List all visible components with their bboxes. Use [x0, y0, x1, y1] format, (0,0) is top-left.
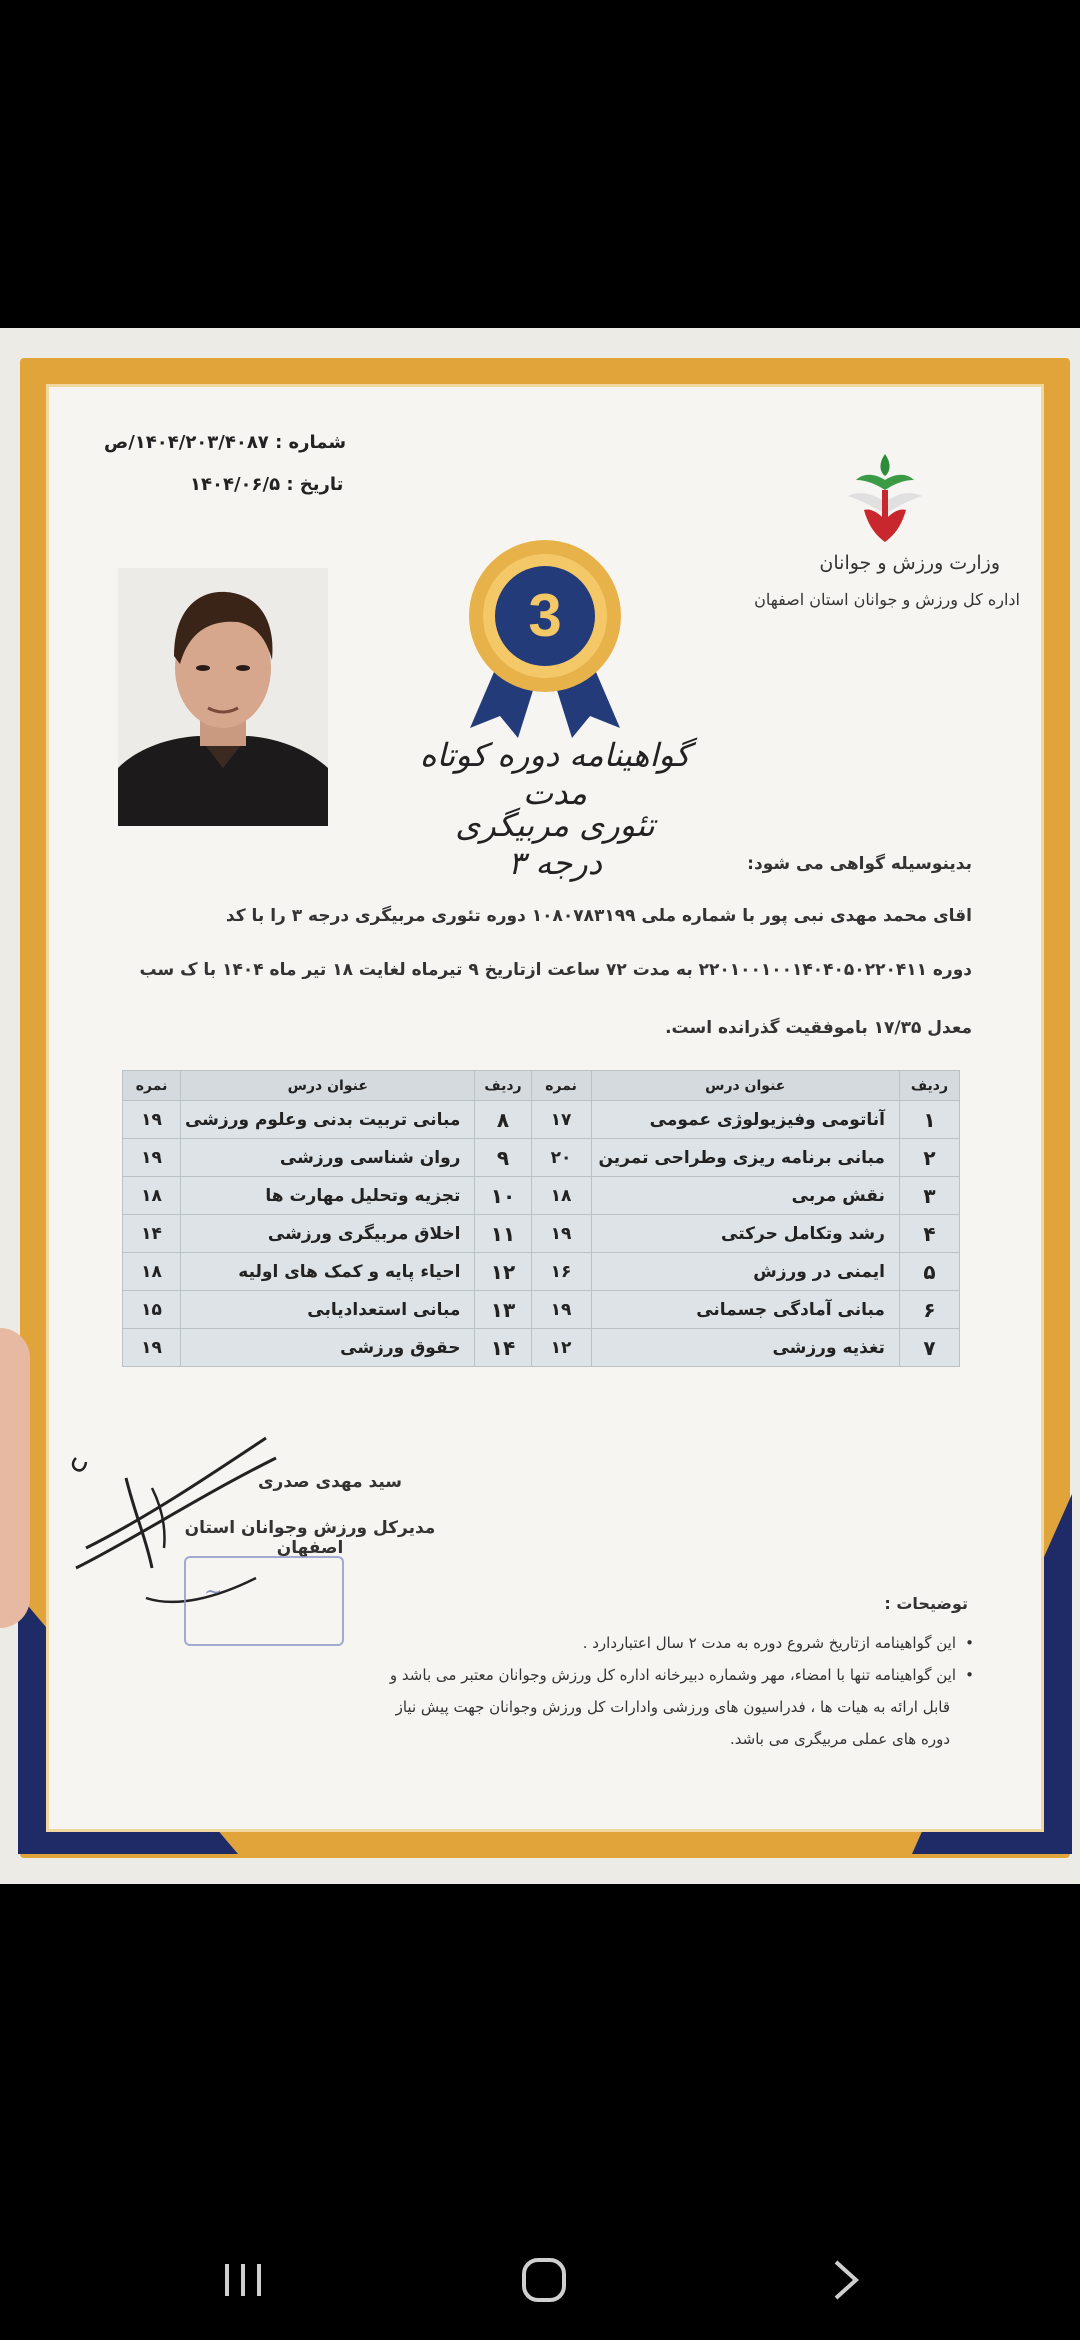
course-grade: ۲۰ — [531, 1139, 591, 1177]
back-button[interactable] — [786, 2220, 906, 2340]
row-number: ۹ — [475, 1139, 531, 1177]
course-name: رشد وتکامل حرکتی — [591, 1215, 899, 1253]
course-grade: ۱۲ — [531, 1329, 591, 1367]
course-grade: ۱۷ — [531, 1101, 591, 1139]
header-course: عنوان درس — [591, 1071, 899, 1101]
table-row — [123, 1329, 960, 1367]
row-number: ۱۲ — [475, 1253, 531, 1291]
header-course: عنوان درس — [181, 1071, 475, 1101]
header-grade: نمره — [531, 1071, 591, 1101]
course-name: نقش مربی — [591, 1177, 899, 1215]
signer-title: مدیرکل ورزش وجوانان استان اصفهان — [184, 1518, 436, 1558]
course-name: مبانی تربیت بدنی وعلوم ورزشی — [181, 1101, 475, 1139]
table-header-row — [123, 1071, 960, 1101]
course-grade: ۱۴ — [123, 1215, 181, 1253]
notes-title: توضیحات : — [884, 1594, 968, 1613]
row-number: ۱۰ — [475, 1177, 531, 1215]
table-row — [123, 1291, 960, 1329]
body-line-1: اقای محمد مهدی نبی پور با شماره ملی ۱۰۸۰۷۸۳۱۹۹ دوره تئوری مربیگری درجه ۳ را با کد — [225, 906, 972, 926]
course-grade: ۱۹ — [531, 1291, 591, 1329]
row-number: ۱ — [899, 1101, 959, 1139]
official-stamp: ~ — [184, 1556, 344, 1646]
course-grade: ۱۹ — [531, 1215, 591, 1253]
medal-icon — [460, 538, 630, 748]
course-name: احیاء پایه و کمک های اولیه — [181, 1253, 475, 1291]
certificate-subtitle: تئوری مربیگری درجه ۳ — [455, 806, 655, 882]
department-name: اداره کل ورزش و جوانان استان اصفهان — [754, 590, 1020, 609]
note-requirements-end: دوره های عملی مربیگری می باشد. — [730, 1730, 950, 1748]
signer-name: سید مهدی صدری — [257, 1472, 403, 1492]
row-number: ۷ — [899, 1329, 959, 1367]
header-grade: نمره — [123, 1071, 181, 1101]
course-grade: ۱۵ — [123, 1291, 181, 1329]
body-line-2: دوره ۲۲۰۱۰۰۱۰۰۱۴۰۴۰۵۰۲۲۰۴۱۱ به مدت ۷۲ ساعت ازتاریخ ۹ تیرماه لغایت ۱۸ تیر ماه ۱۴۰۴ با ک سب — [139, 960, 972, 980]
header-row: ردیف — [899, 1071, 959, 1101]
course-name: ایمنی در ورزش — [591, 1253, 899, 1291]
course-grade: ۱۶ — [531, 1253, 591, 1291]
course-name: آناتومی وفیزیولوژی عمومی — [591, 1101, 899, 1139]
certificate-document — [0, 328, 1080, 1884]
row-number: ۶ — [899, 1291, 959, 1329]
note-validity: • این گواهینامه ازتاریخ شروع دوره به مدت ۲ سال اعتباردارد . — [583, 1634, 956, 1652]
finger — [0, 1328, 30, 1628]
body-line-3: معدل ۱۷/۳۵ باموفقیت گذرانده است. — [665, 1018, 972, 1038]
ministry-name: وزارت ورزش و جوانان — [819, 552, 1000, 574]
letter-number: شماره : ۱۴۰۴/۲۰۳/۴۰۸۷/ص — [104, 432, 347, 453]
table-row — [123, 1139, 960, 1177]
course-name: روان شناسی ورزشی — [181, 1139, 475, 1177]
course-name: تجزیه وتحلیل مهارت ها — [181, 1177, 475, 1215]
note-requirements: • این گواهینامه تنها با امضاء، مهر وشماره دبیرخانه اداره کل ورزش وجوانان معتبر می باشد و — [390, 1666, 956, 1684]
row-number: ۱۱ — [475, 1215, 531, 1253]
row-number: ۱۴ — [475, 1329, 531, 1367]
header-row: ردیف — [475, 1071, 531, 1101]
course-name: مبانی برنامه ریزی وطراحی تمرین — [591, 1139, 899, 1177]
back-icon — [826, 2256, 866, 2304]
row-number: ۸ — [475, 1101, 531, 1139]
course-name: اخلاق مربیگری ورزشی — [181, 1215, 475, 1253]
row-number: ۱۳ — [475, 1291, 531, 1329]
home-icon — [516, 2252, 572, 2308]
row-number: ۳ — [899, 1177, 959, 1215]
row-number: ۲ — [899, 1139, 959, 1177]
medal-degree: 3 — [528, 582, 562, 649]
home-button[interactable] — [484, 2220, 604, 2340]
row-number: ۵ — [899, 1253, 959, 1291]
row-number: ۴ — [899, 1215, 959, 1253]
course-name: مبانی استعدادیابی — [181, 1291, 475, 1329]
recents-button[interactable] — [183, 2220, 303, 2340]
intro-text: بدینوسیله گواهی می شود: — [747, 854, 972, 874]
navigation-bar — [0, 2220, 1080, 2340]
course-grade: ۱۹ — [123, 1329, 181, 1367]
certificate-title: گواهینامه دوره کوتاه مدت — [419, 736, 691, 812]
course-table — [122, 1070, 960, 1367]
course-name: مبانی آمادگی جسمانی — [591, 1291, 899, 1329]
recents-icon — [219, 2256, 267, 2304]
course-grade: ۱۹ — [123, 1139, 181, 1177]
letter-date: تاریخ : ۱۴۰۴/۰۶/۵ — [190, 474, 344, 495]
ministry-logo-icon — [838, 450, 932, 546]
course-name: تغذیه ورزشی — [591, 1329, 899, 1367]
table-row — [123, 1177, 960, 1215]
course-grade: ۱۹ — [123, 1101, 181, 1139]
table-row — [123, 1215, 960, 1253]
course-name: حقوق ورزشی — [181, 1329, 475, 1367]
note-requirements-cont: قابل ارائه به هیات ها ، فدراسیون های ورزشی وادارات کل ورزش وجوانان جهت پیش نیاز — [395, 1698, 950, 1716]
student-photo — [118, 568, 328, 826]
table-row — [123, 1101, 960, 1139]
course-grade: ۱۸ — [123, 1177, 181, 1215]
course-grade: ۱۸ — [123, 1253, 181, 1291]
table-row — [123, 1253, 960, 1291]
course-grade: ۱۸ — [531, 1177, 591, 1215]
